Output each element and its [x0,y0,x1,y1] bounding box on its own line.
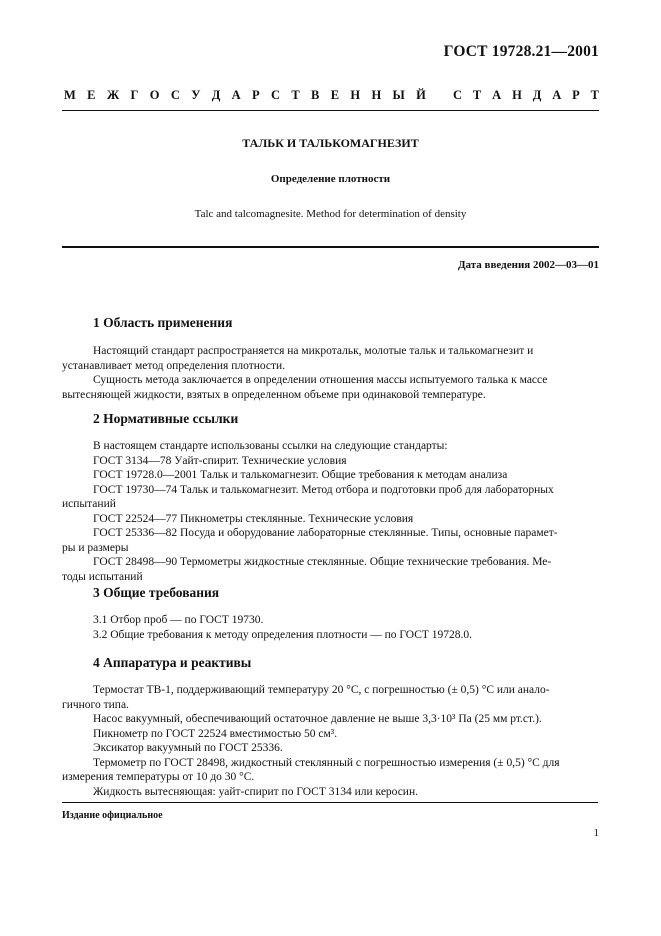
section-3-body [93,613,599,642]
section-4-line: Пикнометр по ГОСТ 22524 вместимостью 50 см³. [93,727,338,740]
reference-line: ГОСТ 3134—78 Уайт-спирит. Технические условия [93,454,347,467]
reference-line: испытаний [62,498,116,510]
page-number: 1 [593,827,599,839]
standard-type-word2: С Т А Н Д А Р Т [453,88,599,102]
reference-line: тоды испытаний [62,570,143,583]
reference-line: ГОСТ 25336—82 Посуда и оборудование лабораторные стеклянные. Типы, основные парамет- [93,527,558,539]
section-1-line: устанавливает метод определения плотности. [62,359,286,372]
section-4-line: Эксикатор вакуумный по ГОСТ 25336. [93,742,283,754]
section-1-line: Настоящий стандарт распространяется на микротальк, молотые тальк и талькомагнезит и [93,345,534,357]
section-2-body [62,439,599,584]
section-1-heading: 1 Область применения [93,315,233,330]
section-2-intro: В настоящем стандарте использованы ссылки на следующие стандарты: [93,440,448,452]
section-1-line: вытесняющей жидкости, взятых в определенном объеме при одинаковой температуре. [62,388,486,401]
reference-line: ГОСТ 19728.0—2001 Тальк и талькомагнезит. Общие требования к методам анализа [93,469,508,481]
edition-note: Издание официальное [62,810,163,821]
section-4-line: Насос вакуумный, обеспечивающий остаточное давление не выше 3,3·10³ Па (25 мм рт.ст.). [93,713,542,725]
document-title: ТАЛЬК И ТАЛЬКОМАГНЕЗИТ [242,136,419,150]
section-4-line: Жидкость вытесняющая: уайт-спирит по ГОСТ 3134 или керосин. [93,785,418,798]
introduction-date: Дата введения 2002—03—01 [457,259,599,271]
section-1-body [62,344,599,402]
section-4-body [62,683,599,799]
section-3-item: 3.1 Отбор проб — по ГОСТ 19730. [93,614,264,626]
section-4-heading: 4 Аппаратура и реактивы [93,655,252,670]
reference-line: ГОСТ 28498—90 Термометры жидкостные стеклянные. Общие технические требования. Ме- [93,556,552,568]
header-divider [62,110,599,111]
section-4-line: Термометр по ГОСТ 28498, жидкостный стеклянный с погрешностью измерения (± 0,5) °С для [93,756,560,769]
standard-type-word1: М Е Ж Г О С У Д А Р С Т В Е Н Н Ы Й [64,88,426,102]
standard-type-banner [64,88,599,103]
reference-line: ГОСТ 19730—74 Тальк и талькомагнезит. Метод отбора и подготовки проб для лабораторных [93,483,554,496]
reference-line: ГОСТ 22524—77 Пикнометры стеклянные. Технические условия [93,512,414,525]
document-number: ГОСТ 19728.21—2001 [443,43,599,60]
section-1-line: Сущность метода заключается в определении отношения массы испытуемого талька к массе [93,374,548,386]
section-3-item: 3.2 Общие требования к методу определения плотности — по ГОСТ 19728.0. [93,628,473,641]
title-divider [62,246,599,248]
document-subtitle: Определение плотности [270,173,391,185]
document-title-english: Talc and talcomagnesite. Method for determination of density [194,208,467,220]
section-4-line: Термостат ТВ-1, поддерживающий температуру 20 °С, с погрешностью (± 0,5) °С или анало- [93,684,550,696]
section-3-heading: 3 Общие требования [93,585,220,600]
section-4-line: гичного типа. [62,698,129,711]
section-2-heading: 2 Нормативные ссылки [93,411,239,426]
reference-line: ры и размеры [62,541,129,554]
section-4-line: измерения температуры от 10 до 30 °С. [62,771,255,783]
footer-divider [62,802,598,803]
